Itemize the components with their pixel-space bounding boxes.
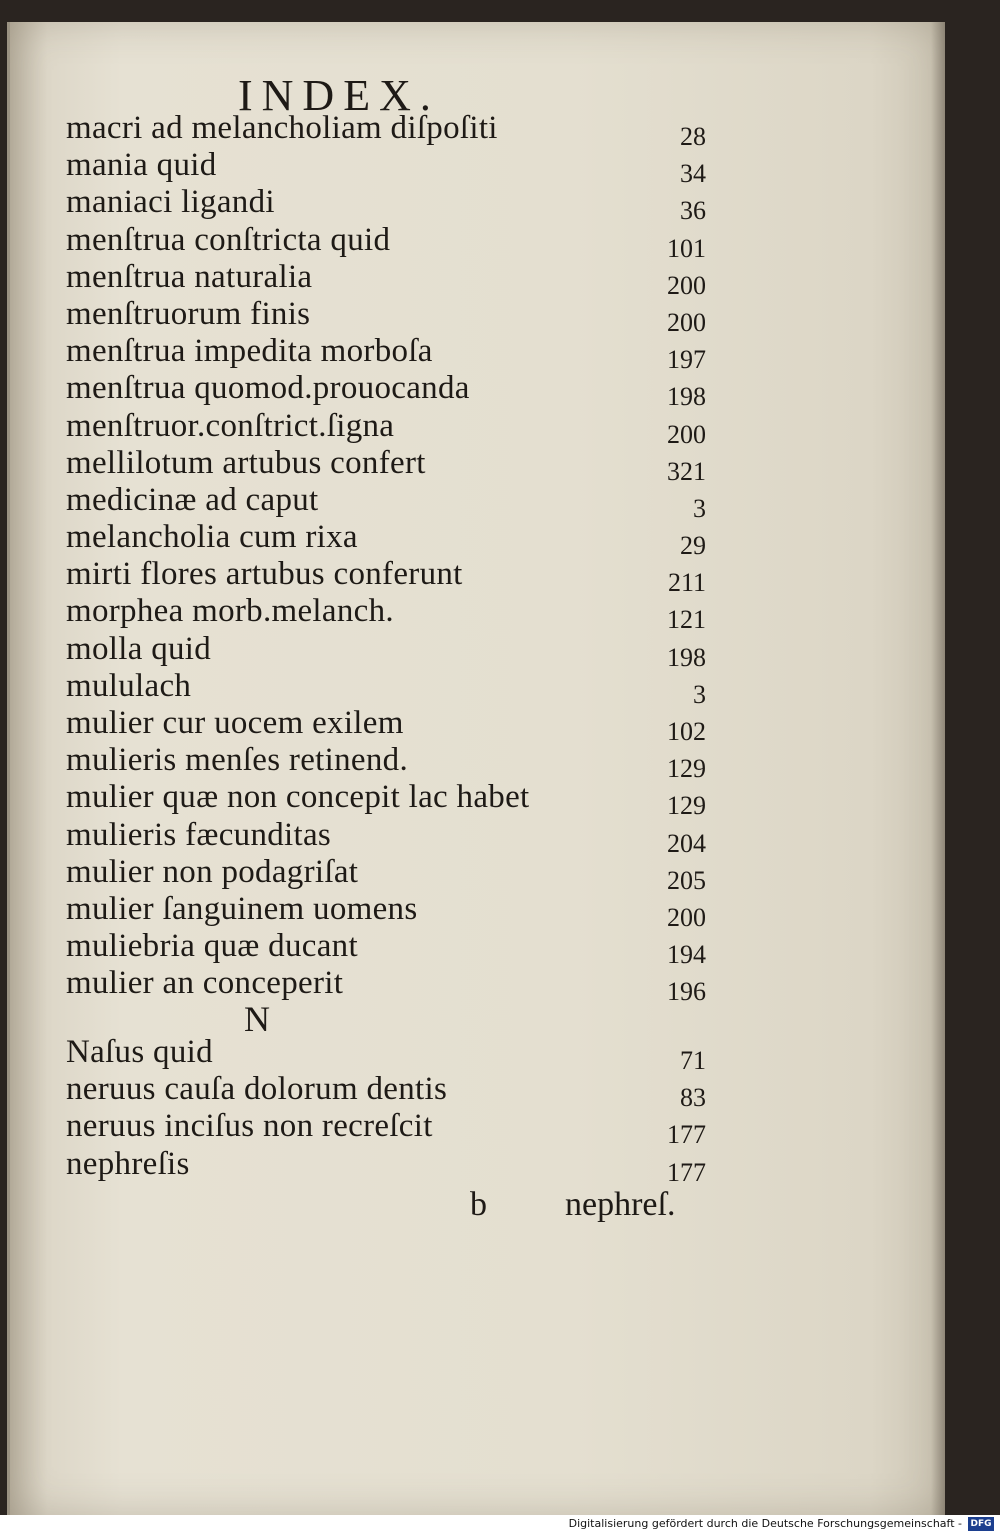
entry-term: neruus inciſus non recreſcit bbox=[66, 1108, 433, 1145]
index-entry bbox=[66, 816, 716, 858]
index-entry bbox=[66, 630, 716, 672]
entry-term: maniaci ligandi bbox=[66, 184, 275, 221]
entry-term: mulier quæ non concepit lac habet bbox=[66, 779, 530, 816]
entry-page-number: 71 bbox=[680, 1046, 706, 1075]
entry-term: morphea morb.melanch. bbox=[66, 593, 394, 630]
entry-page-number: 102 bbox=[667, 717, 706, 746]
entry-term: mulieris menſes retinend. bbox=[66, 742, 408, 779]
entry-page-number: 198 bbox=[667, 642, 706, 672]
index-entry bbox=[66, 965, 716, 1007]
section-letter: N bbox=[244, 999, 270, 1039]
entry-page-number: 200 bbox=[667, 307, 706, 337]
entry-page-number: 121 bbox=[667, 605, 706, 635]
entry-term: mulier ſanguinem uomens bbox=[66, 890, 418, 927]
index-entry bbox=[66, 1108, 716, 1150]
index-entry bbox=[66, 444, 716, 486]
entry-term: menſtruor.conſtrict.ſigna bbox=[66, 407, 395, 444]
entry-term: macri ad melancholiam diſpoſiti bbox=[66, 110, 498, 146]
entry-page-number: 83 bbox=[680, 1083, 706, 1113]
entry-page-number: 200 bbox=[667, 902, 706, 932]
footer-credit: Digitalisierung gefördert durch die Deutsche Forschungsgemeinschaft - bbox=[568, 1517, 962, 1530]
index-entry bbox=[66, 928, 716, 970]
index-entry bbox=[66, 890, 716, 932]
entry-term: mulieris fæcunditas bbox=[66, 816, 332, 853]
entry-term: mania quid bbox=[66, 147, 217, 184]
index-entry bbox=[66, 295, 716, 337]
entry-term: mulier cur uocem exilem bbox=[66, 705, 404, 741]
entry-page-number: 34 bbox=[680, 159, 706, 189]
entry-term: neruus cauſa dolorum dentis bbox=[66, 1071, 448, 1108]
index-entry bbox=[66, 110, 716, 151]
entry-term: menſtruorum finis bbox=[66, 295, 311, 332]
entry-page-number: 321 bbox=[667, 456, 706, 486]
entry-term: melancholia cum rixa bbox=[66, 519, 358, 556]
entry-page-number: 204 bbox=[667, 828, 706, 858]
dfg-logo-icon: DFG bbox=[968, 1517, 994, 1531]
entry-term: menſtrua naturalia bbox=[66, 258, 313, 295]
index-entries-n bbox=[66, 1034, 716, 1187]
index-entry bbox=[66, 333, 716, 375]
index-entry bbox=[66, 1145, 716, 1187]
entry-page-number: 196 bbox=[667, 977, 706, 1007]
entry-page-number: 197 bbox=[667, 345, 706, 375]
entry-term: menſtrua impedita morboſa bbox=[66, 333, 433, 370]
index-entry bbox=[66, 221, 716, 263]
index-entry bbox=[66, 705, 716, 746]
index-entry bbox=[66, 779, 716, 821]
index-entry bbox=[66, 556, 716, 598]
entry-page-number: 198 bbox=[667, 382, 706, 412]
entry-term: nephreſis bbox=[66, 1145, 190, 1182]
index-entries-m bbox=[66, 110, 716, 1007]
entry-page-number: 200 bbox=[667, 270, 706, 300]
index-entry bbox=[66, 258, 716, 300]
index-entry bbox=[66, 147, 716, 189]
signature-mark: b bbox=[470, 1186, 487, 1223]
index-entry bbox=[66, 407, 716, 449]
entry-page-number: 177 bbox=[667, 1157, 706, 1187]
index-entry bbox=[66, 184, 716, 226]
entry-term: menſtrua quomod.prouocanda bbox=[66, 370, 470, 407]
page-edge-shadow bbox=[931, 22, 945, 1515]
index-heading: INDEX. bbox=[238, 71, 440, 120]
index-entry bbox=[66, 519, 716, 561]
entry-page-number: 3 bbox=[693, 493, 706, 523]
entry-page-number: 177 bbox=[667, 1120, 706, 1150]
entry-term: mellilotum artubus confert bbox=[66, 444, 426, 481]
entry-page-number: 36 bbox=[680, 196, 706, 226]
entry-term: mulier non podagriſat bbox=[66, 853, 359, 890]
entry-page-number: 29 bbox=[680, 531, 706, 561]
index-entry bbox=[66, 853, 716, 895]
entry-term: mulier an conceperit bbox=[66, 965, 344, 1002]
entry-page-number: 129 bbox=[667, 754, 706, 784]
entry-term: muliebria quæ ducant bbox=[66, 928, 358, 965]
entry-page-number: 194 bbox=[667, 940, 706, 970]
entry-page-number: 211 bbox=[667, 568, 706, 598]
entry-term: molla quid bbox=[66, 630, 212, 667]
index-entry bbox=[66, 742, 716, 784]
entry-term: mululach bbox=[66, 667, 192, 704]
entry-term: Naſus quid bbox=[66, 1034, 213, 1070]
index-entry bbox=[66, 481, 716, 523]
entry-page-number: 101 bbox=[667, 233, 706, 263]
index-entry bbox=[66, 593, 716, 635]
index-entry bbox=[66, 1034, 716, 1075]
entry-term: mirti flores artubus conferunt bbox=[66, 556, 463, 593]
entry-page-number: 129 bbox=[667, 791, 706, 821]
entry-term: medicinæ ad caput bbox=[66, 481, 319, 518]
entry-page-number: 200 bbox=[667, 419, 706, 449]
catchword: nephreſ. bbox=[565, 1186, 676, 1223]
entry-page-number: 205 bbox=[667, 865, 706, 895]
footer-bar bbox=[0, 1515, 1000, 1535]
index-entry bbox=[66, 667, 716, 709]
entry-page-number: 3 bbox=[693, 679, 706, 709]
entry-page-number: 28 bbox=[680, 122, 706, 151]
index-entry bbox=[66, 370, 716, 412]
index-entry bbox=[66, 1071, 716, 1113]
entry-term: menſtrua conſtricta quid bbox=[66, 221, 391, 258]
